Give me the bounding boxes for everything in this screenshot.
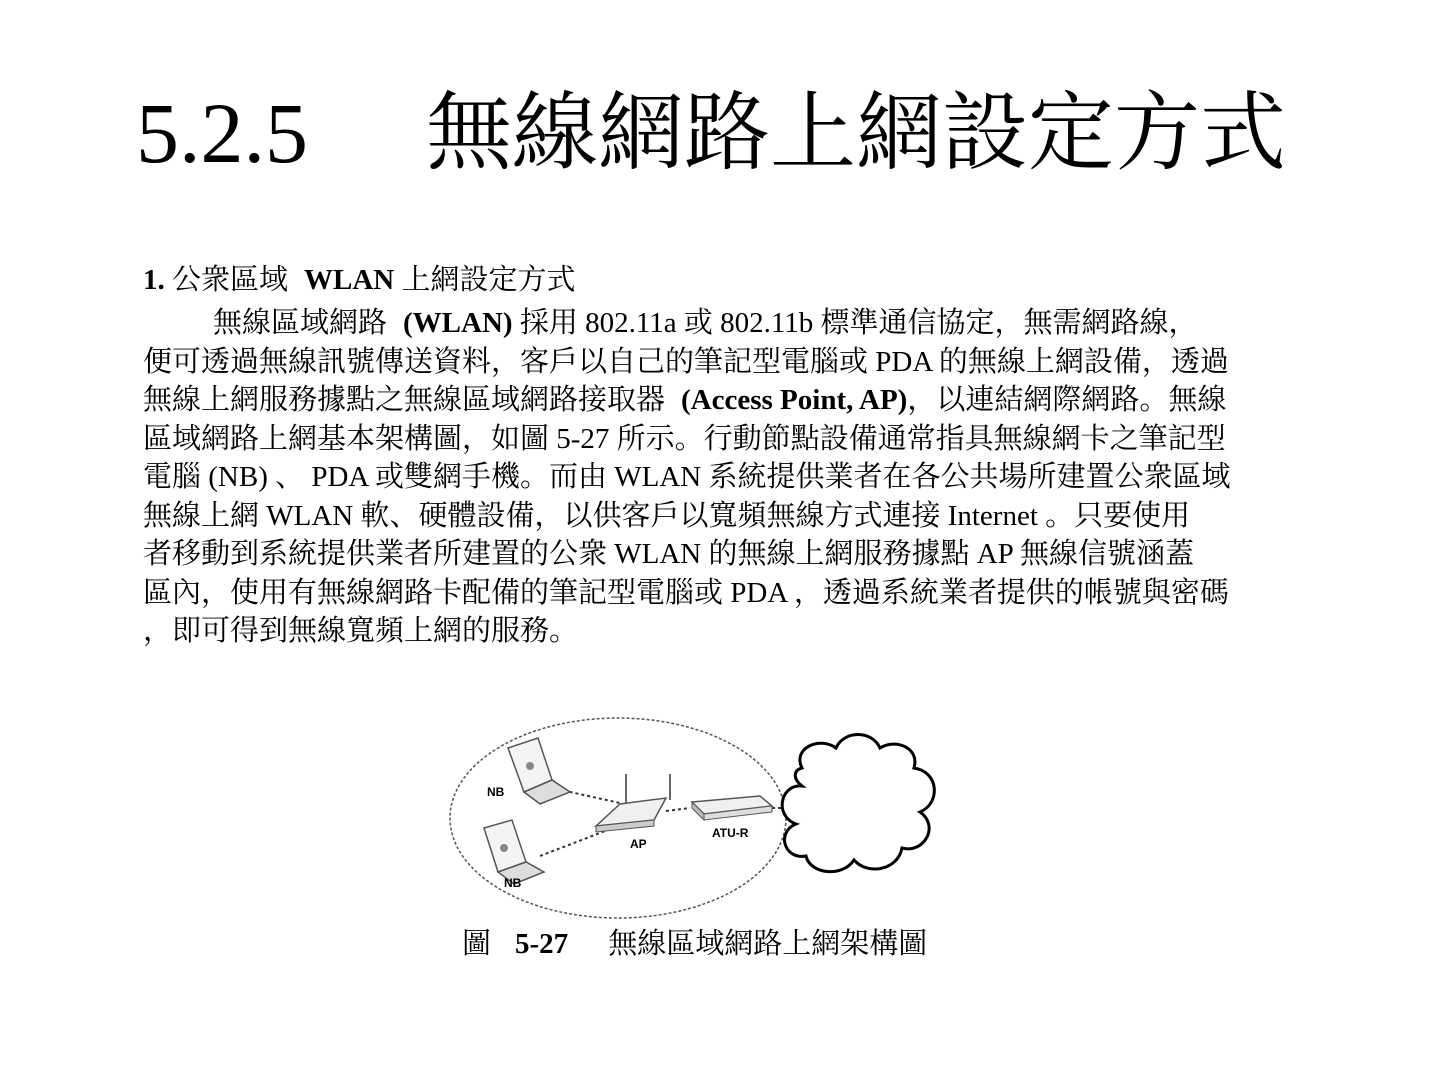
section-bold: WLAN — [304, 264, 395, 296]
paragraph-line-2: 便可透過無線訊號傳送資料，客戶以自己的筆記型電腦或 PDA 的無線上網設備，透過 — [143, 345, 1229, 378]
figure-label-nb-top: NB — [487, 785, 505, 799]
paragraph-line-5: 電腦 (NB) 、 PDA 或雙網手機。而由 WLAN 系統提供業者在各公共場所建置公衆區域 — [143, 461, 1231, 493]
title-number: 5.2.5 — [136, 85, 308, 181]
section-text-post: 上網設定方式 — [401, 264, 576, 296]
text-span: 無線上網服務據點之無線區域網路接取器 — [143, 384, 666, 416]
body-paragraph — [143, 304, 1358, 651]
title-text: 無線網路上網設定方式 — [426, 85, 1286, 181]
figure-label-atu: ATU-R — [712, 826, 749, 840]
laptop-icon — [508, 738, 570, 804]
paragraph-line-3 — [143, 381, 1358, 420]
paragraph-line-8: 區內，使用有無線網路卡配備的筆記型電腦或 PDA ，透過系統業者提供的帳號與密碼 — [143, 576, 1229, 609]
page-title — [136, 78, 1286, 188]
text-span: 無線區域網路 — [213, 307, 388, 339]
paragraph-line-9: ，即可得到無線寬頻上網的服務。 — [143, 615, 579, 647]
modem-icon — [692, 796, 772, 820]
text-span: 採用 802.11a 或 802.11b 標準通信協定，無需網路線， — [519, 307, 1198, 339]
wlan-architecture-figure — [440, 708, 980, 928]
paragraph-line-7: 者移動到系統提供業者所建置的公衆 WLAN 的無線上網服務據點 AP 無線信號涵蓋 — [143, 538, 1194, 570]
paragraph-line-6: 無線上網 WLAN 軟、硬體設備，以供客戶以寬頻無線方式連接 Internet 。只要使用 — [143, 499, 1191, 532]
laptop-icon — [484, 820, 544, 884]
section-number: 1. — [143, 264, 165, 296]
caption-text: 無線區域網路上網架構圖 — [608, 928, 928, 960]
cloud-icon — [782, 735, 934, 872]
bold-span: (WLAN) — [403, 307, 513, 339]
caption-number: 5-27 — [515, 928, 569, 960]
access-point-icon — [596, 774, 670, 832]
paragraph-line-4: 區域網路上網基本架構圖，如圖 5-27 所示。行動節點設備通常指具無線網卡之筆記型 — [143, 422, 1226, 455]
figure-label-nb-bottom: NB — [504, 876, 522, 890]
caption-prefix: 圖 — [462, 928, 492, 960]
bold-span: (Access Point, AP) — [681, 384, 908, 416]
figure-caption — [462, 924, 927, 964]
link-line — [666, 808, 690, 811]
section-heading — [143, 262, 576, 298]
paragraph-line-1 — [143, 304, 1358, 343]
figure-label-ap: AP — [630, 837, 647, 851]
section-text-pre: 公衆區域 — [172, 264, 289, 296]
text-span: ，以連結網際網路。無線 — [907, 384, 1227, 416]
